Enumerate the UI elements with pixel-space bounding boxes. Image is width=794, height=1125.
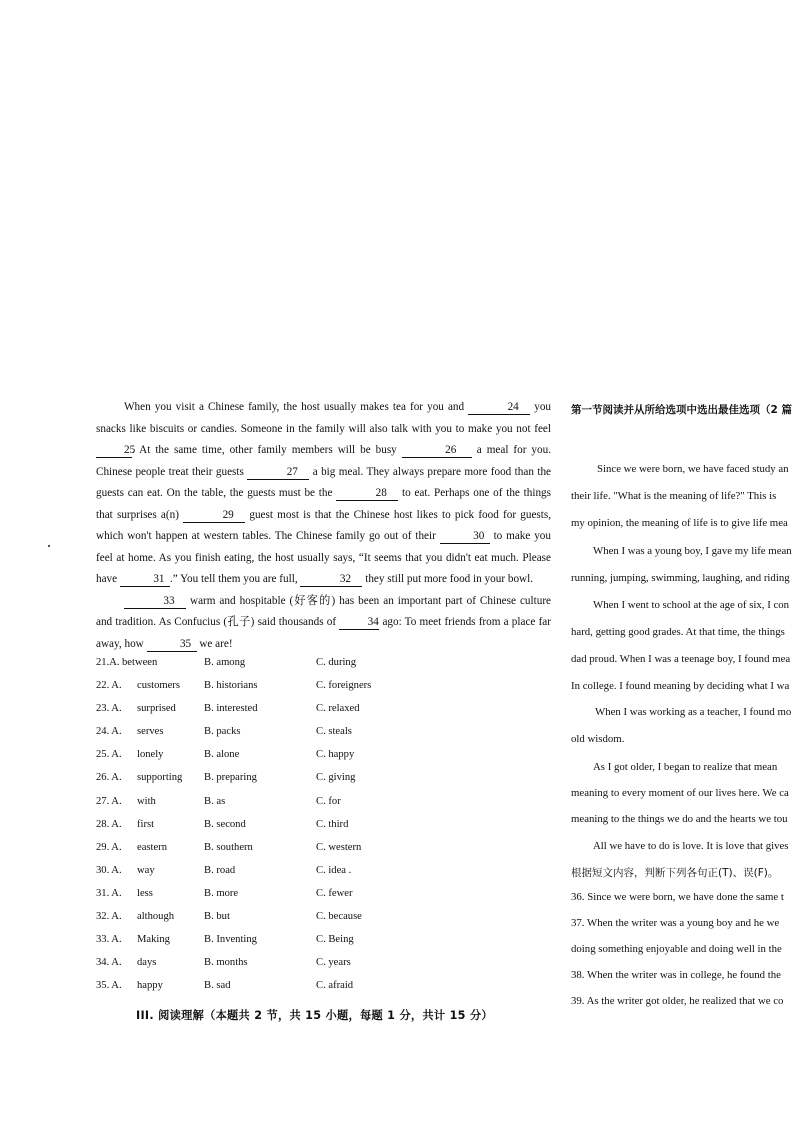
cloze-passage <box>96 397 551 655</box>
reading-line: Since we were born, we have faced study an <box>597 463 789 475</box>
passage-text: warm and hospitable (好客的) has been an important part of Chinese culture and tradition. As Confucius (孔子) said thousands of <box>96 594 552 628</box>
reading-line: my opinion, the meaning of life is to give life mea <box>571 517 788 529</box>
question-number: 32. A. <box>96 911 122 923</box>
question-number: 21.A. <box>96 657 120 668</box>
blank-35[interactable]: 35 <box>147 638 197 652</box>
option-a[interactable]: first <box>137 818 155 830</box>
option-b[interactable]: B. Inventing <box>204 934 257 946</box>
option-b[interactable]: B. more <box>204 887 239 899</box>
passage-text: a big meal. They always prepare more food than the guests can eat. On the table, the guests must be the <box>96 465 552 499</box>
option-c[interactable]: C. western <box>316 841 362 853</box>
passage-text: they still put more food in your bowl. <box>365 573 534 585</box>
option-b[interactable]: B. preparing <box>204 772 257 784</box>
blank-34[interactable]: 34 <box>339 616 379 630</box>
options-list <box>96 657 476 1003</box>
option-row <box>96 842 476 865</box>
option-a[interactable]: although <box>137 911 175 923</box>
option-row <box>96 888 476 911</box>
option-a[interactable]: lonely <box>137 749 164 761</box>
blank-25[interactable]: 25 <box>96 444 132 458</box>
option-c[interactable]: C. steals <box>316 726 352 738</box>
option-b[interactable]: B. sad <box>204 980 231 992</box>
option-a[interactable]: less <box>137 887 153 899</box>
option-b[interactable]: B. historians <box>204 680 258 692</box>
option-b[interactable]: B. but <box>204 911 230 923</box>
passage-text: .” You tell them you are full, <box>169 573 298 585</box>
reading-line: old wisdom. <box>571 733 625 745</box>
option-a[interactable]: surprised <box>137 703 176 715</box>
passage-text: When you visit a Chinese family, the host usually makes tea for you and <box>124 401 465 413</box>
option-c[interactable]: C. third <box>316 818 349 830</box>
option-c[interactable]: C. happy <box>316 749 355 761</box>
blank-33[interactable]: 33 <box>124 595 186 609</box>
passage-text: we are! <box>199 637 233 650</box>
option-row <box>96 819 476 842</box>
option-b[interactable]: B. interested <box>204 703 258 715</box>
blank-28[interactable]: 28 <box>336 487 398 501</box>
option-a[interactable]: serves <box>137 726 164 738</box>
option-row <box>96 796 476 819</box>
passage-text: you snacks like biscuits or candies. Someone in the family will also talk with you to make you not feel <box>96 401 551 435</box>
reading-line: dad proud. When I was a teenage boy, I found mea <box>571 653 791 665</box>
option-a[interactable]: eastern <box>137 841 167 853</box>
reading-line: In college. I found meaning by deciding what I wa <box>571 680 790 692</box>
option-b[interactable]: B. months <box>204 957 248 969</box>
question-number: 22. A. <box>96 680 122 692</box>
scan-speck <box>48 545 50 547</box>
question-number: 28. A. <box>96 818 122 830</box>
reading-heading: 第一节阅读并从所给选项中选出最佳选项（2 篇 <box>571 404 792 416</box>
option-c[interactable]: C. giving <box>316 772 356 784</box>
question-number: 24. A. <box>96 726 122 738</box>
option-a[interactable]: customers <box>137 680 180 692</box>
reading-line: When I was a young boy, I gave my life mean <box>593 545 792 557</box>
option-c[interactable]: C. Being <box>316 934 354 946</box>
option-b[interactable]: B. packs <box>204 726 241 738</box>
cloze-paragraph-2 <box>96 591 551 656</box>
option-b[interactable]: B. southern <box>204 841 253 853</box>
option-row <box>96 957 476 980</box>
option-a[interactable]: Making <box>137 934 170 946</box>
option-a[interactable]: days <box>137 957 157 969</box>
option-b[interactable]: B. second <box>204 818 246 830</box>
cloze-paragraph-1 <box>96 397 551 591</box>
tf-instruction: 根据短文内容，判断下列各句正(T)、误(F)。 <box>571 867 779 879</box>
question-number: 30. A. <box>96 864 122 876</box>
reading-line: When I went to school at the age of six, I con <box>593 599 790 611</box>
blank-29[interactable]: 29 <box>183 509 245 523</box>
option-a[interactable]: between <box>122 657 158 668</box>
option-row <box>96 657 476 680</box>
question-number: 23. A. <box>96 703 122 715</box>
option-c[interactable]: C. idea . <box>316 864 352 876</box>
option-c[interactable]: C. during <box>316 657 357 668</box>
reading-line: hard, getting good grades. At that time, the things <box>571 626 785 638</box>
tf-question: 36. Since we were born, we have done the same t <box>571 891 784 903</box>
option-row <box>96 934 476 957</box>
option-c[interactable]: C. years <box>316 957 351 969</box>
option-row <box>96 911 476 934</box>
option-a[interactable]: happy <box>137 980 163 992</box>
passage-text: to eat. Perhaps one of the things that surprises a(n) <box>96 487 552 521</box>
blank-30[interactable]: 30 <box>440 530 490 544</box>
reading-line: meaning to the things we do and the hearts we tou <box>571 813 788 825</box>
question-number: 25. A. <box>96 749 122 761</box>
reading-line: When I was working as a teacher, I found mo <box>595 706 792 718</box>
section-3-heading: III. 阅读理解（本题共 2 节，共 15 小题，每题 1 分，共计 15 分） <box>136 1009 493 1022</box>
question-number: 31. A. <box>96 887 122 899</box>
blank-32[interactable]: 32 <box>300 573 362 587</box>
option-row <box>96 680 476 703</box>
passage-text: guest most is that the Chinese host likes to pick food for guests, which won't happen at western tables. The Chinese family go out of their <box>96 508 552 542</box>
blank-26[interactable]: 26 <box>402 444 472 458</box>
option-a[interactable]: way <box>137 864 155 876</box>
blank-24[interactable]: 24 <box>468 401 530 415</box>
option-b[interactable]: B. alone <box>204 749 240 761</box>
question-number: 27. A. <box>96 795 122 807</box>
blank-31[interactable]: 31 <box>120 573 170 587</box>
option-row <box>96 865 476 888</box>
reading-line: their life. "What is the meaning of life?" This is <box>571 490 777 502</box>
reading-line: As I got older, I began to realize that mean <box>593 761 778 773</box>
option-c[interactable]: C. afraid <box>316 980 354 992</box>
passage-text: to make you feel at home. As you finish eating, the host usually says, “It seems that you didn't eat much. Please have <box>96 530 551 585</box>
reading-line: All we have to do is love. It is love that gives <box>593 840 789 852</box>
option-row <box>96 726 476 749</box>
option-c[interactable]: C. relaxed <box>316 703 360 715</box>
question-number: 29. A. <box>96 841 122 853</box>
option-b[interactable]: B. among <box>204 657 246 668</box>
option-row <box>96 749 476 772</box>
passage-text: a meal for you. Chinese people treat their guests <box>96 444 552 478</box>
option-row <box>96 703 476 726</box>
question-number: 26. A. <box>96 772 122 784</box>
question-number: 33. A. <box>96 934 122 946</box>
passage-text: . At the same time, other family members will be busy <box>132 444 397 456</box>
reading-column <box>571 400 794 1040</box>
tf-question: doing something enjoyable and doing well in the <box>571 943 782 955</box>
question-number: 34. A. <box>96 957 122 969</box>
option-c[interactable]: C. because <box>316 911 362 923</box>
option-row <box>96 772 476 795</box>
tf-question: 37. When the writer was a young boy and he we <box>571 917 780 929</box>
option-row <box>96 980 476 1003</box>
option-b[interactable]: B. road <box>204 864 236 876</box>
option-c[interactable]: C. foreigners <box>316 680 372 692</box>
question-number: 35. A. <box>96 980 122 992</box>
tf-question: 39. As the writer got older, he realized that we co <box>571 995 784 1007</box>
option-c[interactable]: C. fewer <box>316 887 353 899</box>
option-b[interactable]: B. as <box>204 795 226 807</box>
option-c[interactable]: C. for <box>316 795 341 807</box>
reading-line: meaning to every moment of our lives here. We ca <box>571 787 789 799</box>
option-a[interactable]: with <box>137 795 156 807</box>
tf-question: 38. When the writer was in college, he found the <box>571 969 781 981</box>
option-a[interactable]: supporting <box>137 772 183 784</box>
blank-27[interactable]: 27 <box>247 466 309 480</box>
passage-text: ago: To meet friends from a place far away, how <box>96 616 551 650</box>
reading-line: running, jumping, swimming, laughing, and riding <box>571 572 790 584</box>
